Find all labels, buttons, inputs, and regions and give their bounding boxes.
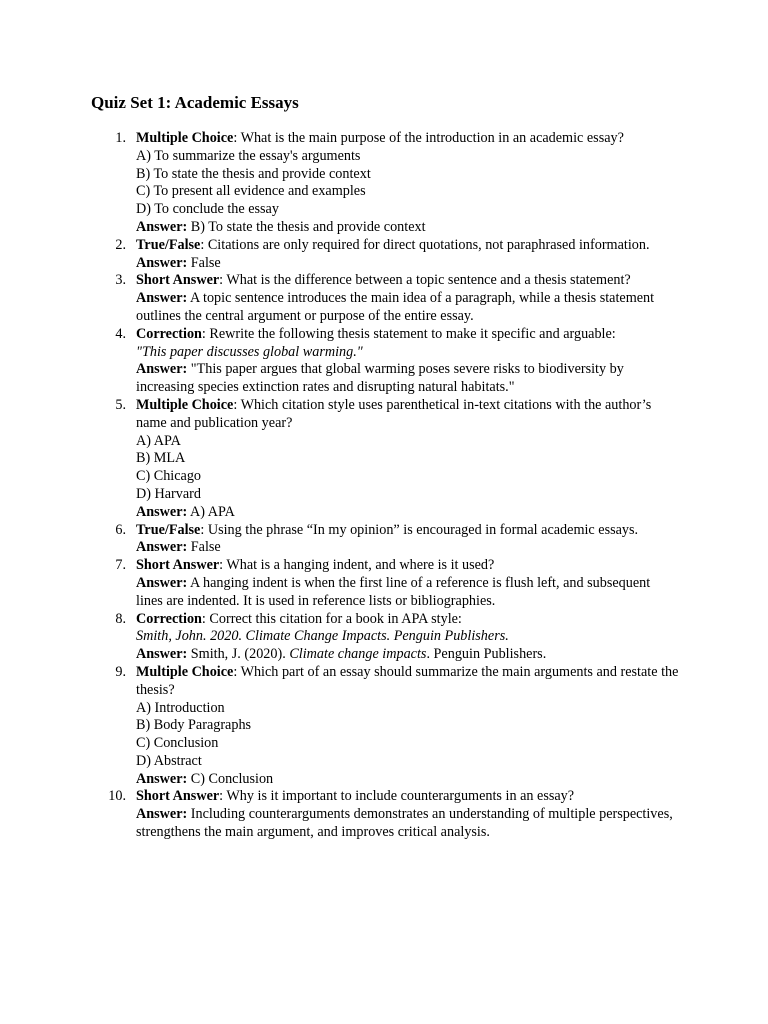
answer-option: B) To state the thesis and provide context	[136, 165, 371, 182]
answer-option: C) Chicago	[136, 468, 202, 485]
question-prompt: Correction: Rewrite the following thesis statement to make it specific and arguable:	[136, 325, 616, 342]
question-type: Correction	[136, 610, 202, 627]
question-type: Multiple Choice	[136, 130, 234, 146]
question-item	[0, 326, 680, 397]
question-item	[0, 272, 680, 325]
answer-option: C) Conclusion	[136, 735, 219, 752]
answer-line: Answer: A hanging indent is when the first line of a reference is flush left, and subsequent lines are indented. It is used in reference lists or bibliographies.	[136, 574, 651, 609]
question-number: 7.	[115, 557, 126, 574]
answer-line: Answer: A) APA	[136, 503, 235, 520]
answer-option: D) To conclude the essay	[136, 201, 279, 218]
question-type: True/False	[136, 236, 201, 253]
answer-line: Answer: False	[136, 539, 221, 556]
question-item	[0, 788, 680, 841]
answer-option: A) To summarize the essay's arguments	[136, 147, 361, 164]
question-prompt: Short Answer: Why is it important to include counterarguments in an essay?	[136, 788, 575, 805]
answer-label: Answer:	[136, 290, 188, 307]
answer-option: B) MLA	[136, 450, 186, 467]
answer-label: Answer:	[136, 806, 188, 823]
answer-option: D) Abstract	[136, 752, 202, 769]
question-item	[0, 397, 680, 522]
question-type: Short Answer	[136, 272, 220, 289]
question-prompt: Multiple Choice: Which part of an essay should summarize the main arguments and restate the thesis?	[136, 663, 679, 698]
answer-label: Answer:	[136, 361, 188, 378]
answer-line: Answer: C) Conclusion	[136, 770, 274, 787]
question-item	[0, 237, 680, 273]
question-number: 10.	[108, 788, 126, 805]
example-text: "This paper discusses global warming."	[136, 343, 363, 360]
question-number: 8.	[115, 610, 126, 627]
question-item	[0, 664, 680, 789]
question-item	[0, 522, 680, 558]
answer-line: Answer: Including counterarguments demonstrates an understanding of multiple perspectives, strengthens the main argument, and improves critical analysis.	[136, 806, 673, 841]
question-number: 5.	[115, 396, 126, 413]
question-prompt: Short Answer: What is the difference between a topic sentence and a thesis statement?	[136, 272, 631, 289]
question-prompt: True/False: Citations are only required for direct quotations, not paraphrased information.	[136, 236, 650, 253]
question-number: 6.	[115, 521, 126, 538]
answer-option: D) Harvard	[136, 485, 201, 502]
answer-line: Answer: "This paper argues that global warming poses severe risks to biodiversity by increasing species extinction rates and disrupting natural habitats."	[136, 361, 624, 396]
question-type: Multiple Choice	[136, 396, 234, 413]
answer-line: Answer: Smith, J. (2020). Climate change impacts. Penguin Publishers.	[136, 646, 547, 663]
quiz-question-list	[0, 130, 680, 842]
question-prompt: Multiple Choice: What is the main purpose of the introduction in an academic essay?	[136, 130, 624, 146]
answer-option: B) Body Paragraphs	[136, 717, 252, 734]
question-prompt: Multiple Choice: Which citation style uses parenthetical in-text citations with the author’s name and publication year?	[136, 396, 652, 431]
question-type: Correction	[136, 325, 202, 342]
answer-label: Answer:	[136, 503, 188, 520]
example-text: Smith, John. 2020. Climate Change Impacts. Penguin Publishers.	[136, 628, 509, 645]
answer-option: A) APA	[136, 432, 181, 449]
question-type: Short Answer	[136, 788, 220, 805]
question-type: Short Answer	[136, 557, 220, 574]
answer-label: Answer:	[136, 539, 188, 556]
question-item	[0, 611, 680, 664]
answer-line: Answer: B) To state the thesis and provide context	[136, 218, 426, 235]
question-number: 2.	[115, 236, 126, 253]
question-type: Multiple Choice	[136, 663, 234, 680]
answer-option: A) Introduction	[136, 699, 225, 716]
answer-line: Answer: False	[136, 254, 221, 271]
answer-label: Answer:	[136, 218, 188, 235]
question-type: True/False	[136, 521, 201, 538]
page-title: Quiz Set 1: Academic Essays	[91, 93, 299, 112]
book-title-italic: Climate change impacts	[289, 646, 427, 663]
answer-label: Answer:	[136, 646, 188, 663]
question-item	[0, 130, 680, 237]
question-prompt: Correction: Correct this citation for a book in APA style:	[136, 610, 462, 627]
question-item	[0, 557, 680, 610]
question-number: 4.	[115, 325, 126, 342]
question-number: 9.	[115, 663, 126, 680]
question-prompt: Short Answer: What is a hanging indent, and where is it used?	[136, 557, 495, 574]
answer-label: Answer:	[136, 574, 188, 591]
question-number: 1.	[115, 130, 126, 146]
answer-label: Answer:	[136, 770, 188, 787]
question-prompt: True/False: Using the phrase “In my opinion” is encouraged in formal academic essays.	[136, 521, 639, 538]
answer-label: Answer:	[136, 254, 188, 271]
answer-line: Answer: A topic sentence introduces the main idea of a paragraph, while a thesis statement outlines the central argument or purpose of the entire essay.	[136, 290, 655, 324]
answer-option: C) To present all evidence and examples	[136, 183, 366, 200]
question-number: 3.	[115, 272, 126, 289]
